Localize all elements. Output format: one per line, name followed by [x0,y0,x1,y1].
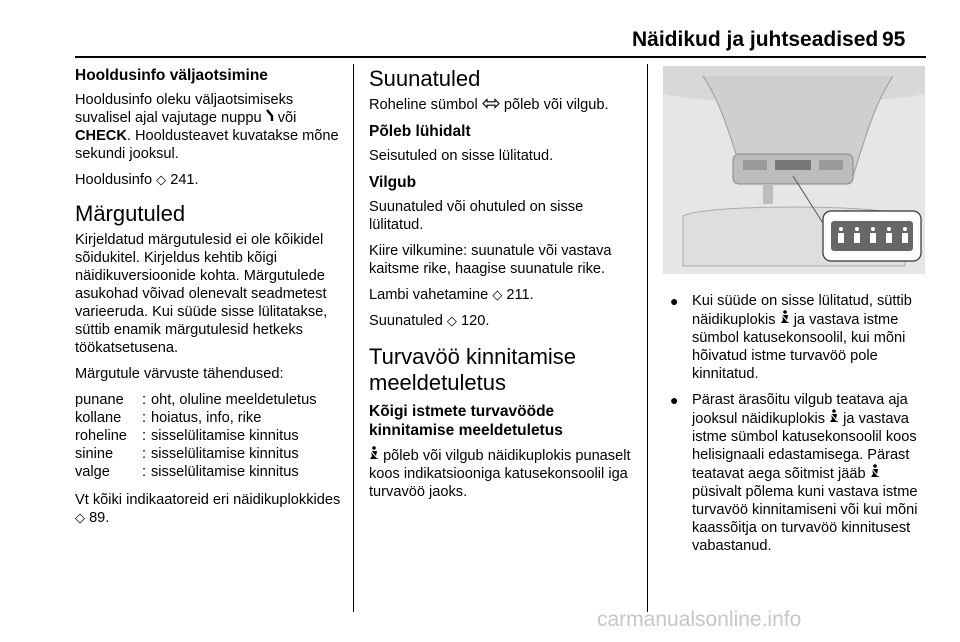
section-heading-warning-lights: Märgutuled [75,201,186,226]
page-reference-link[interactable]: 89. [89,510,110,526]
page-reference-icon: ◇ [446,313,457,328]
list-item: ● Pärast ärasõitu vilgub teatava aja jooksul näidikuplokis ja vastava istme sümbol katusekonsoolil koos helisignaali edastamisega. Pärast teatavat aega sõitmist jääb püsivalt põlema kuni vastava istme turvavöö kinnitamiseni või kui mõni kaassõitja on turvavöö kinnitusest vabastanud. [670,392,918,554]
section-heading-turn-signals: Suunatuled [369,66,481,91]
bullet-dot: ● [670,293,679,309]
table-row: valge : sisselülitamise kinnitus [75,464,299,480]
seatbelt-icon [870,466,880,482]
table-row: sinine : sisselülitamise kinnitus [75,446,299,462]
paragraph-fast-flashing: Kiire vilkumine: suunatule või vastava kaitsme rike, haagise suunatule rike. [369,243,612,277]
column-divider-2 [647,64,648,612]
page-number: 95 [882,28,906,51]
paragraph-colors-intro: Märgutule värvuste tähendused: [75,366,284,382]
subheading-lights-briefly: Põleb lühidalt [369,123,471,140]
table-row: roheline : sisselülitamise kinnitus [75,428,299,444]
paragraph-bulb-ref: Lambi vahetamine ◇ 211. [369,287,534,303]
paragraph-parking-lights: Seisutuled on sisse lülitatud. [369,148,554,164]
table-row: punane : oht, oluline meeldetuletus [75,392,317,408]
trip-reset-button-icon [266,110,274,126]
column-2 [369,66,639,509]
subheading-flashing: Vilgub [369,174,417,191]
table-row: kollane : hoiatus, info, rike [75,410,262,426]
seatbelt-icon [829,411,839,427]
turn-signal-icon [482,97,500,113]
watermark: carmanualsonline.info [597,608,802,631]
paragraph-warning-lights: Kirjeldatud märgutulesid ei ole kõikidel sõidukitel. Kirjeldus kehtib kõigi näidikuversioonide kohta. Märgutulede asukohad võivad olenevalt seadmetest varieeruda. Kui süüde sisse lülitatakse, süttib enamik märgutulesid hetkeks töökatsetusena. [75,232,328,356]
section-heading-service-info: Hooldusinfo väljaotsimine [75,67,268,84]
paragraph-turn-signal-ref: Suunatuled ◇ 120. [369,313,490,329]
column-1 [75,66,345,535]
paragraph-green-symbol: Roheline sümbol põleb või vilgub. [369,97,609,113]
page-reference-icon: ◇ [156,172,167,187]
list-item: ● Kui süüde on sisse lülitatud, süttib näidikuplokis ja vastava istme sümbol katusekonsoolil, kui mõni hõivatud istme turvavöö pole kinnitatud. [670,293,912,382]
running-header: Näidikud ja juhtseadised [632,28,879,51]
paragraph-hazard-lights: Suunatuled või ohutuled on sisse lülitatud. [369,199,584,233]
column-divider-1 [353,64,354,612]
seatbelt-bullets [668,292,928,563]
color-meanings-table [75,391,317,481]
page-reference-link[interactable]: 211. [506,287,534,303]
check-label: CHECK [75,128,127,144]
paragraph-service-info: Hooldusinfo oleku väljaotsimiseks suvalisel ajal vajutage nuppu või CHECK. Hooldusteavet kuvatakse mõne sekundi jooksul. [75,92,339,162]
section-heading-seatbelt-reminder: Turvavöö kinnitamise meeldetuletus [369,344,577,395]
paragraph-seatbelt-indicator: põleb või vilgub näidikuplokis punaselt koos indikatsiooniga katusekonsoolil iga turvavöö jaoks. [369,448,631,500]
page-reference-link[interactable]: 120. [460,313,490,329]
seatbelt-icon [780,312,790,328]
seatbelt-icon [369,448,379,464]
bullet-dot: ● [670,392,679,408]
subheading-all-seats-reminder: Kõigi istmete turvavööde kinnitamise meeldetuletus [369,403,563,439]
header-rule [75,56,926,58]
paragraph-service-ref: Hooldusinfo ◇ 241. [75,172,199,188]
page-reference-icon: ◇ [75,510,85,525]
paragraph-indicators-ref: Vt kõiki indikaatoreid eri näidikuplokkides ◇ 89. [75,492,341,526]
overhead-console-illustration [663,66,925,274]
page-reference-icon: ◇ [492,287,503,302]
page-reference-link[interactable]: 241. [170,172,199,188]
